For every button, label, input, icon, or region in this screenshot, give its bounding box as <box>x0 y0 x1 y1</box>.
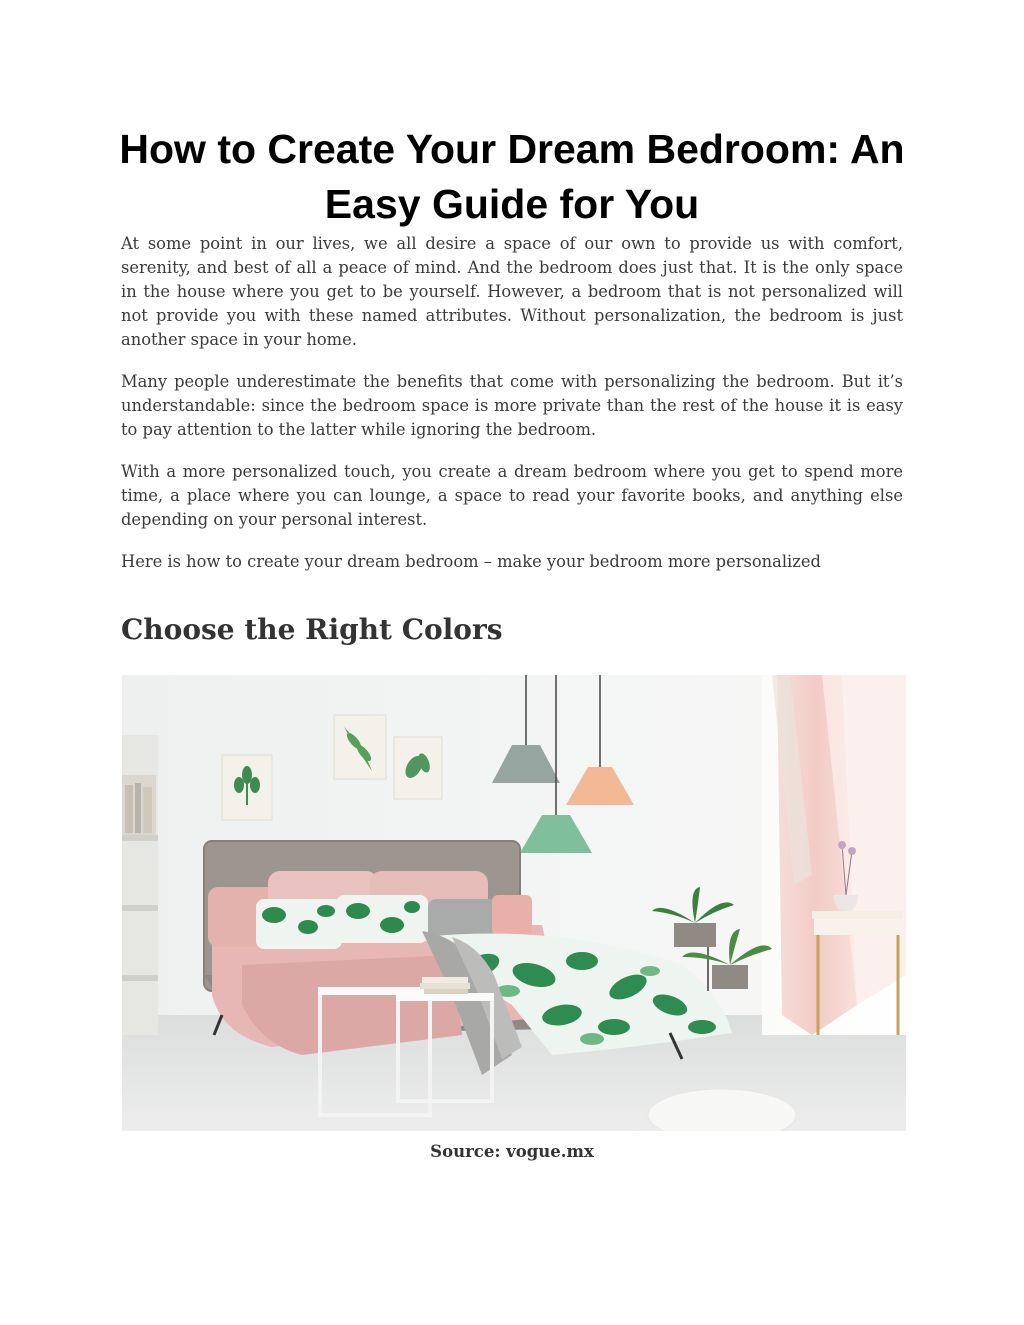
intro-paragraph: At some point in our lives, we all desire a space of our own to provide us with comfort, serenity, and best of all a peace of mind. And the bedroom does just that. It is the only space in the house where you get to be yourself. However, a bedroom that is not personalized will not provide you with these named attributes. Without personalization, the bedroom is just another space in your home. <box>121 234 903 349</box>
how-to-paragraph: Here is how to create your dream bedroom – make your bedroom more personalized <box>121 552 821 571</box>
page-title: How to Create Your Dream Bedroom: An Easy Guide for You <box>119 126 905 227</box>
bedroom-photo <box>122 675 906 1131</box>
image-caption: Source: vogue.mx <box>430 1142 594 1161</box>
benefits-paragraph: Many people underestimate the benefits that come with personalizing the bedroom. But it’s understandable: since the bedroom space is more private than the rest of the house it is easy to pay attention to the latter while ignoring the bedroom. <box>121 372 903 439</box>
personalized-touch-paragraph: With a more personalized touch, you create a dream bedroom where you get to spend more time, a place where you can lounge, a space to read your favorite books, and anything else depending on your personal interest. <box>121 462 903 529</box>
section-heading: Choose the Right Colors <box>121 613 503 646</box>
